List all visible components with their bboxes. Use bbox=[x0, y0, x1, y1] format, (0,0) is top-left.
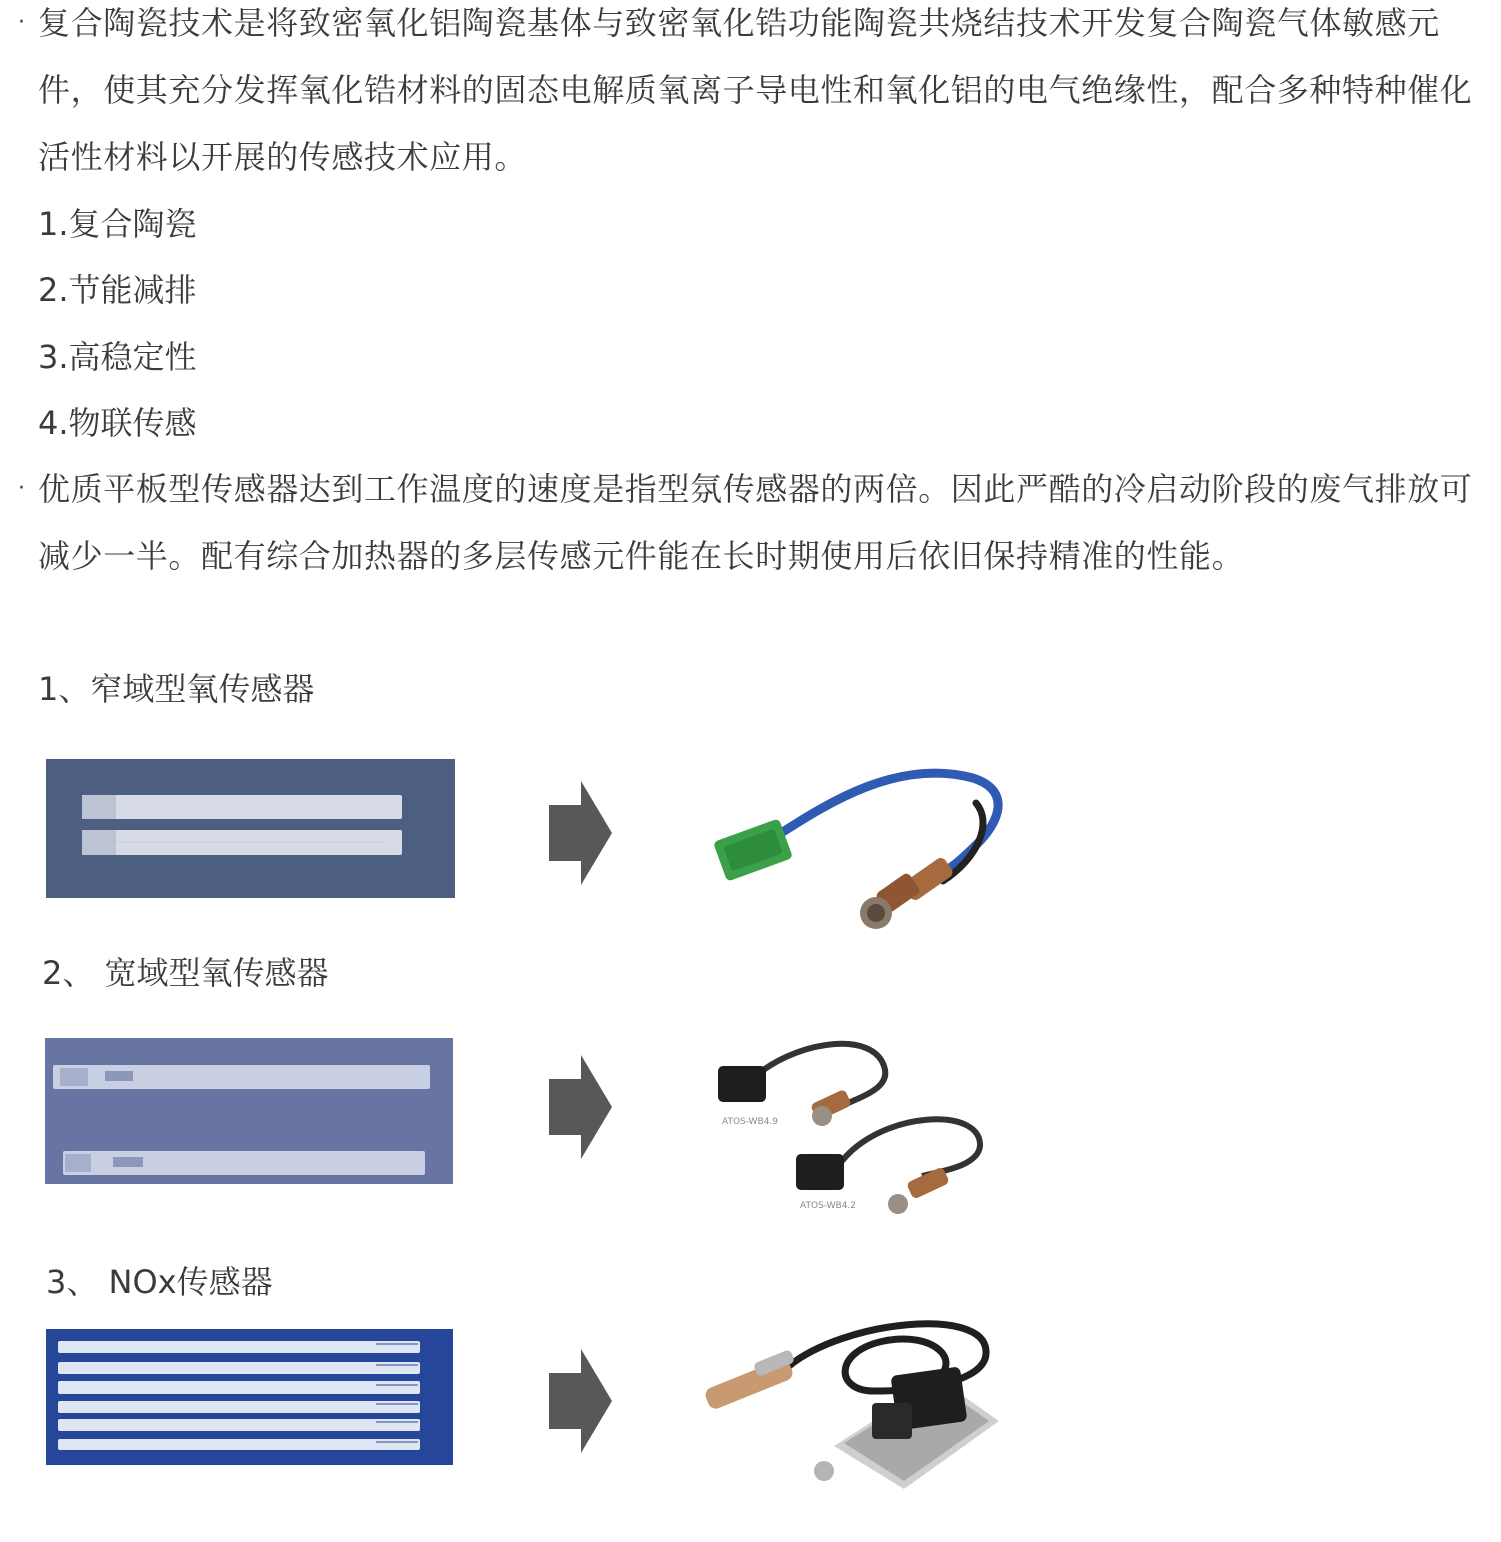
bullet-dot: · bbox=[18, 10, 25, 35]
wideband-oxygen-sensors-image bbox=[712, 1036, 1002, 1232]
nox-sensor-image bbox=[694, 1311, 1004, 1497]
narrowband-sensor-elements-photo bbox=[46, 759, 455, 898]
feature-item-4: 4.物联传感 bbox=[38, 404, 197, 442]
narrowband-oxygen-sensor-image bbox=[708, 763, 1008, 935]
bullet-dot: · bbox=[18, 476, 25, 501]
feature-item-2: 2.节能减排 bbox=[38, 271, 197, 309]
feature-item-1: 1.复合陶瓷 bbox=[38, 205, 197, 243]
nox-sensor-elements-photo bbox=[46, 1329, 453, 1465]
intro-paragraph-1: 复合陶瓷技术是将致密氧化铝陶瓷基体与致密氧化锆功能陶瓷共烧结技术开发复合陶瓷气体敏感元件，使其充分发挥氧化锆材料的固态电解质氧离子导电性和氧化铝的电气绝缘性，配合多种特种催化活性材料以开展的传感技术应用。 bbox=[38, 4, 1473, 176]
section-heading-narrowband: 1、窄域型氧传感器 bbox=[38, 670, 315, 708]
section-heading-nox: 3、 NOx传感器 bbox=[46, 1263, 273, 1301]
intro-paragraph-2: 优质平板型传感器达到工作温度的速度是指型氛传感器的两倍。因此严酷的冷启动阶段的废气排放可减少一半。配有综合加热器的多层传感元件能在长时期使用后依旧保持精准的性能。 bbox=[38, 470, 1473, 575]
arrow-right-icon bbox=[549, 1349, 613, 1453]
wideband-sensor-elements-photo bbox=[45, 1038, 453, 1184]
feature-item-3: 3.高稳定性 bbox=[38, 338, 197, 376]
wideband-sensor-label-1: ATOS-WB4.9 bbox=[722, 1117, 779, 1127]
section-heading-wideband: 2、 宽域型氧传感器 bbox=[42, 954, 329, 992]
arrow-right-icon bbox=[549, 781, 613, 885]
arrow-right-icon bbox=[549, 1055, 613, 1159]
wideband-sensor-label-2: ATOS-WB4.2 bbox=[800, 1201, 857, 1211]
